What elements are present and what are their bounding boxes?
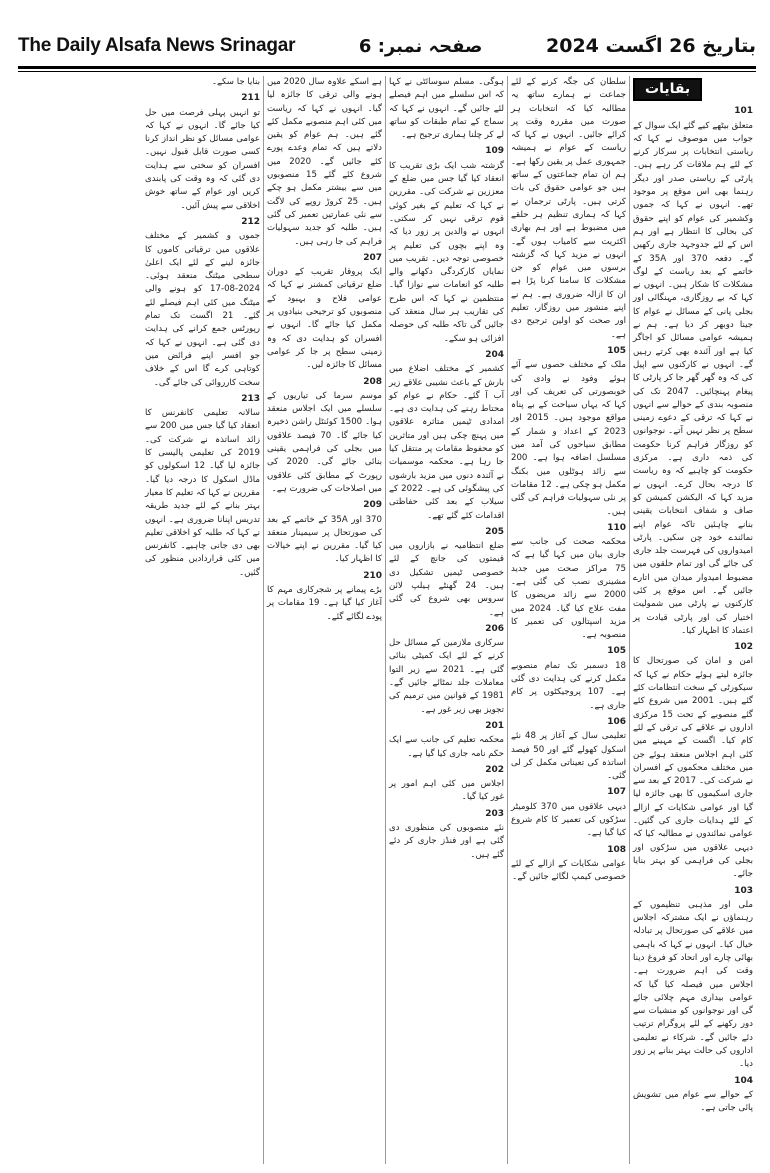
article-text: ایک پروقار تقریب کے دوران ضلع ترقیاتی کمشنر نے کہا کہ عوامی فلاح و بہبود کے منصوبوں کو ترجیحی بنیادوں پر مکمل کیا جائے گا۔ انہوں نے افسران کو ہدایت دی کہ وہ زمینی سطح پر جا کر عوامی مسائل کا جائزہ لیں۔ bbox=[267, 267, 382, 371]
article-text: سلطان کی جگہ کرنے کے لئے جماعت نے ہمارے ساتھ یہ مطالبہ کیا کہ انتخابات ہر صورت میں مقررہ وقت پر کرائے جائیں۔ انہوں نے کہا کہ ریاست کے عوام نے ہمیشہ جمہوری عمل پر یقین رکھا ہے۔ ہم ان تمام جماعتوں کے ساتھ ہیں جو عوامی حقوق کی بات کرتی ہیں۔ پارٹی ترجمان نے کہا کہ ہماری تنظیم ہر حلقے میں مضبوط ہے اور ہم بھاری اکثریت سے کامیاب ہوں گے۔ انہوں نے مزید کہا کہ گزشتہ برسوں میں عوام کو جن مشکلات کا سامنا کرنا پڑا ہے ان کا ازالہ ضروری ہے۔ ہم نے اپنے منشور میں روزگار، تعلیم اور صحت کو اولین ترجیح دی ہے۔ bbox=[511, 77, 626, 340]
article-text: ضلع انتظامیہ نے بازاروں میں قیمتوں کی جانچ کے لئے خصوصی ٹیمیں تشکیل دی ہیں۔ 24 گھنٹے ہیلپ لائن سروس بھی شروع کی گئی ہے۔ bbox=[389, 541, 504, 618]
article-text: محکمہ تعلیم کی جانب سے ایک حکم نامہ جاری کیا گیا ہے۔ bbox=[389, 735, 504, 759]
article-text: ملی اور مذہبی تنظیموں کے رہنماؤں نے ایک مشترکہ اجلاس میں علاقے کی صورتحال پر تبادلہ خیال کیا۔ انہوں نے کہا کہ باہمی بھائی چارے اور اتحاد کو فروغ دینا وقت کی اہم ضرورت ہے۔ اجلاس میں فیصلہ کیا گیا کہ عوامی بیداری مہم چلائی جائے گی اور نوجوانوں کو منشیات سے دور رکھنے کے لئے پروگرام ترتیب دئے جائیں گے۔ شرکاء نے تعلیمی اداروں کی حالت بہتر بنانے پر زور دیا۔ bbox=[633, 899, 753, 1070]
article-text: سرکاری ملازمین کے مسائل حل کرنے کے لئے ایک کمیٹی بنائی گئی ہے۔ 2021 سے زیر التوا معاملات جلد نمٹائے جائیں گے۔ 1981 کے قوانین میں ترمیم کی تجویز بھی زیر غور ہے۔ bbox=[389, 638, 504, 715]
article-text: ہے اسکے علاوہ سال 2020 میں ہونے والی ترقی کا جائزہ لیا گیا۔ انہوں نے کہا کہ ریاست میں کئی اہم منصوبے مکمل کئے گئے ہیں۔ ہم عوام کو یقین دلاتے ہیں کہ تمام وعدے پورے کئے جائیں گے۔ 2020 میں شروع کئے گئے 15 منصوبوں میں سے بیشتر مکمل ہو چکے ہیں۔ 25 کروڑ روپے کی لاگت سے نئی عمارتیں تعمیر کی گئی ہیں۔ طلبہ کو جدید سہولیات فراہم کی جا رہی ہیں۔ bbox=[267, 77, 382, 247]
issue-date: بتاریخ 26 اگست 2024 bbox=[546, 35, 756, 57]
column-1 bbox=[630, 76, 756, 1164]
article-number: 109 bbox=[485, 146, 504, 157]
article-text: کے حوالے سے عوام میں تشویش پائی جاتی ہے۔ bbox=[633, 1089, 753, 1114]
column-2 bbox=[508, 76, 630, 1164]
section-banner-label: بقایات bbox=[633, 78, 702, 101]
article-text: 18 دسمبر تک تمام منصوبے مکمل کرنے کی ہدایت دی گئی ہے۔ 107 پروجیکٹوں پر کام جاری ہے۔ bbox=[511, 660, 627, 711]
column-3 bbox=[386, 76, 508, 1164]
article-number: 212 bbox=[241, 216, 260, 227]
article-text: سالانہ تعلیمی کانفرنس کا انعقاد کیا گیا جس میں 200 سے زائد اساتذہ نے شرکت کی۔ 2019 کی تعلیمی پالیسی کا جائزہ لیا گیا۔ 12 اسکولوں کو ماڈل اسکول کا درجہ دیا گیا۔ مقررین نے کہا کہ تعلیم کا معیار بہتر بنانے کے لئے جدید طریقہ تدریس اپنانا ضروری ہے۔ انہوں نے کہا کہ طلبہ کو اخلاقی تعلیم بھی دی جانی چاہیے۔ کانفرنس میں کئی قراردادیں منظور کی گئیں۔ bbox=[145, 408, 260, 578]
article-number: 105 bbox=[607, 646, 626, 657]
article-text: امن و امان کی صورتحال کا جائزہ لیتے ہوئے حکام نے کہا کہ سیکورٹی کے سخت انتظامات کئے گئے ہیں۔ 2001 میں شروع کئے گئے منصوبے کے تحت 15 مرکزی اداروں نے علاقے کی ترقی کے لئے کام کیا۔ اگست کے مہینے میں کئی اہم اجلاس منعقد ہوئے جن میں مختلف محکموں کے افسران نے شرکت کی۔ 2017 کے بعد سے جاری اسکیموں کا بھی جائزہ لیا گیا اور عوامی شکایات کے ازالے کے لئے ہدایات جاری کی گئیں۔ عوامی نمائندوں نے مطالبہ کیا کہ دیہی علاقوں میں سڑکوں اور بجلی کی فراہمی کو بہتر بنایا جائے۔ bbox=[633, 656, 754, 880]
article-number: 206 bbox=[485, 623, 504, 634]
article-number: 202 bbox=[485, 764, 504, 775]
article-text: نئے منصوبوں کی منظوری دی گئی ہے اور فنڈز جاری کر دئے گئے ہیں۔ bbox=[389, 823, 504, 860]
article-text: عوامی شکایات کے ازالے کے لئے خصوصی کیمپ لگائے جائیں گے۔ bbox=[511, 858, 626, 883]
article-text: کشمیر کے مختلف اضلاع میں بارش کے باعث نشیبی علاقے زیر آب آ گئے۔ حکام نے عوام کو محتاط رہنے کی ہدایت دی ہے۔ امدادی ٹیمیں متاثرہ علاقوں میں پہنچ چکی ہیں اور متاثرین کو محفوظ مقامات پر منتقل کیا جا رہا ہے۔ محکمہ موسمیات نے آئندہ دنوں میں مزید بارشوں کی پیشگوئی کی ہے۔ 2022 کے سیلاب کے بعد کئی حفاظتی اقدامات کئے گئے تھے۔ bbox=[389, 364, 504, 521]
article-text: متعلق بیٹھے کیے گئے ایک سوال کے جواب میں موصوف نے کہا کہ ریاستی انتخابات پر سرکار کرنے کے لئے ہم ملاقات کر رہے ہیں۔ پارٹی کے ریاستی صدر اور دیگر رہنما بھی اس موقع پر موجود تھے۔ انہوں نے کہا کہ جموں وکشمیر کی عوام کو اپنے حقوق کی بحالی کا انتظار ہے اور ہم اس کے لئے جدوجہد جاری رکھیں گے۔ دفعہ 370 اور 35A کے خاتمے کے بعد ریاست کے لوگ مشکلات کا شکار ہیں۔ انہوں نے کہا کہ بے روزگاری، مہنگائی اور بجلی پانی کے مسائل نے عوام کا جینا دوبھر کر دیا ہے۔ ہم نے ہمیشہ عوامی مسائل کو اجاگر کیا ہے اور آئندہ بھی کرتے رہیں گے۔ انہوں نے کارکنوں سے اپیل کی کہ وہ گھر گھر جا کر پارٹی کا پیغام پہنچائیں۔ 2047 تک کی منصوبہ بندی کے حوالے سے انہوں نے کہا کہ ترقی کے دعوے زمینی سطح پر نظر نہیں آتے۔ نوجوانوں کو روزگار فراہم کرنا حکومت کی ذمہ داری ہے۔ مرکزی حکومت کو چاہیے کہ وہ ریاست کا درجہ بحال کرے۔ انہوں نے مزید کہا کہ الیکشن کمیشن کو صاف و شفاف انتخابات یقینی بنانے چاہئیں تاکہ عوام اپنے نمائندے خود چن سکیں۔ پارٹی امیدواروں کی فہرست جلد جاری کی جائے گی اور تمام حلقوں میں مضبوط امیدوار میدان میں اتارے جائیں گے۔ اس موقع پر کئی کارکنوں نے پارٹی میں شمولیت اختیار کی اور پارٹی قیادت پر اعتماد کا اظہار کیا۔ bbox=[633, 120, 753, 636]
article-number: 103 bbox=[734, 885, 753, 896]
article-number: 208 bbox=[363, 376, 382, 387]
article-text: موسم سرما کی تیاریوں کے سلسلے میں ایک اجلاس منعقد ہوا۔ 1500 کوئنٹل راشن ذخیرہ کیا جائے گا۔ 70 فیصد علاقوں میں بجلی کی فراہمی یقینی بنائی جائے گی۔ 2020 کی رپورٹ کے مطابق کئی علاقوں میں اصلاحات کی ضرورت ہے۔ bbox=[267, 390, 382, 494]
article-number: 110 bbox=[607, 522, 626, 533]
masthead-rule-thin bbox=[18, 71, 756, 72]
article-text: بنایا جا سکے۔ bbox=[211, 77, 260, 87]
article-text: اجلاس میں کئی اہم امور پر غور کیا گیا۔ bbox=[389, 779, 504, 803]
paper-name: The Daily Alsafa News Srinagar bbox=[18, 35, 296, 56]
article-number: 104 bbox=[734, 1075, 753, 1086]
article-number: 102 bbox=[734, 642, 753, 653]
article-number: 213 bbox=[241, 393, 260, 404]
article-number: 201 bbox=[485, 720, 504, 731]
article-number: 101 bbox=[734, 106, 753, 117]
article-text: ملک کے مختلف حصوں سے آئے ہوئے وفود نے وادی کی خوبصورتی کی تعریف کی اور کہا کہ یہاں سیاحت کے بے پناہ مواقع موجود ہیں۔ 2015 اور 2023 کے اعداد و شمار کے مطابق سیاحوں کی آمد میں مسلسل اضافہ ہوا ہے۔ 200 سے زائد ہوٹلوں میں بکنگ مکمل ہو چکی ہے۔ 12 مقامات پر نئی سہولیات فراہم کی گئی ہیں۔ bbox=[511, 360, 626, 517]
newspaper-page bbox=[18, 28, 756, 1164]
article-text: محکمہ صحت کی جانب سے جاری بیان میں کہا گیا ہے کہ 75 مراکز صحت میں جدید مشینری نصب کی گئی ہے۔ 2000 سے زائد مریضوں کا مفت علاج کیا گیا۔ 2024 میں مزید اسپتالوں کی تعمیر کا منصوبہ ہے۔ bbox=[511, 537, 626, 641]
page-label: صفحہ نمبر: 6 bbox=[358, 35, 483, 57]
article-number: 203 bbox=[485, 808, 504, 819]
masthead bbox=[18, 28, 756, 64]
article-text: گزشتہ شب ایک بڑی تقریب کا انعقاد کیا گیا جس میں ضلع کے معززین نے شرکت کی۔ مقررین نے کہا کہ تعلیم کے بغیر کوئی قوم ترقی نہیں کر سکتی۔ انہوں نے والدین پر زور دیا کہ وہ اپنے بچوں کی تعلیم پر خصوصی توجہ دیں۔ تقریب میں نمایاں کارکردگی دکھانے والے طلبہ کو انعامات سے نوازا گیا۔ منتظمین نے کہا کہ اس طرح کی تقاریب ہر سال منعقد کی جائیں گی تاکہ طلبہ کی حوصلہ افزائی ہو سکے۔ bbox=[389, 160, 504, 344]
column-5 bbox=[142, 76, 264, 1164]
article-text: جموں و کشمیر کے مختلف علاقوں میں ترقیاتی کاموں کا جائزہ لینے کے لئے ایک اعلیٰ سطحی میٹنگ منعقد ہوئی۔ 2024-08-17 کو ہونے والی میٹنگ میں کئی اہم فیصلے لئے گئے۔ 21 اگست تک تمام رپورٹس جمع کرانے کی ہدایت دی گئی ہے۔ انہوں نے کہا کہ جو افسر اپنے فرائض میں کوتاہی کرے گا اس کے خلاف سخت کارروائی کی جائے گی۔ bbox=[145, 231, 260, 388]
article-number: 107 bbox=[607, 787, 626, 798]
section-banner bbox=[633, 78, 753, 101]
article-number: 205 bbox=[485, 526, 504, 537]
article-number: 106 bbox=[607, 716, 626, 727]
article-text: تعلیمی سال کے آغاز پر 48 نئے اسکول کھولے گئے اور 50 فیصد اساتذہ کی تعیناتی مکمل کر لی گئی۔ bbox=[511, 731, 626, 782]
article-number: 204 bbox=[485, 349, 504, 360]
article-number: 210 bbox=[363, 570, 382, 581]
article-text: دیہی علاقوں میں 370 کلومیٹر سڑکوں کی تعمیر کا کام شروع کیا گیا ہے۔ bbox=[511, 801, 626, 839]
article-number: 209 bbox=[363, 500, 382, 511]
column-4 bbox=[264, 76, 386, 1164]
article-number: 105 bbox=[607, 345, 626, 356]
article-text: 370 اور 35A کے خاتمے کے بعد کی صورتحال پر سیمینار منعقد کیا گیا۔ مقررین نے اپنے خیالات کا اظہار کیا۔ bbox=[267, 514, 382, 565]
masthead-rule-thick bbox=[18, 66, 756, 69]
article-columns bbox=[18, 76, 756, 1164]
article-text: تو انہیں پہلی فرصت میں حل کیا جائے گا۔ انہوں نے کہا کہ عوامی مسائل کو نظر انداز کرنا کسی صورت قابل قبول نہیں۔ افسران کو سختی سے ہدایت دی گئی کہ وہ وقت کی پابندی کریں اور عوام کے ساتھ خوش اخلاقی سے پیش آئیں۔ bbox=[145, 107, 260, 211]
article-text: ہوگی۔ مسلم سوسائٹی نے کہا کہ اس سلسلے میں اہم فیصلے لئے جائیں گے۔ انہوں نے کہا کہ سماج کے تمام طبقات کو ساتھ لے کر چلنا ہماری ترجیح ہے۔ bbox=[389, 77, 504, 141]
article-text: بڑے پیمانے پر شجرکاری مہم کا آغاز کیا گیا ہے۔ 19 مقامات پر پودے لگائے گئے۔ bbox=[267, 584, 382, 622]
article-number: 211 bbox=[241, 93, 260, 104]
article-number: 108 bbox=[607, 844, 626, 855]
article-number: 207 bbox=[363, 252, 382, 263]
